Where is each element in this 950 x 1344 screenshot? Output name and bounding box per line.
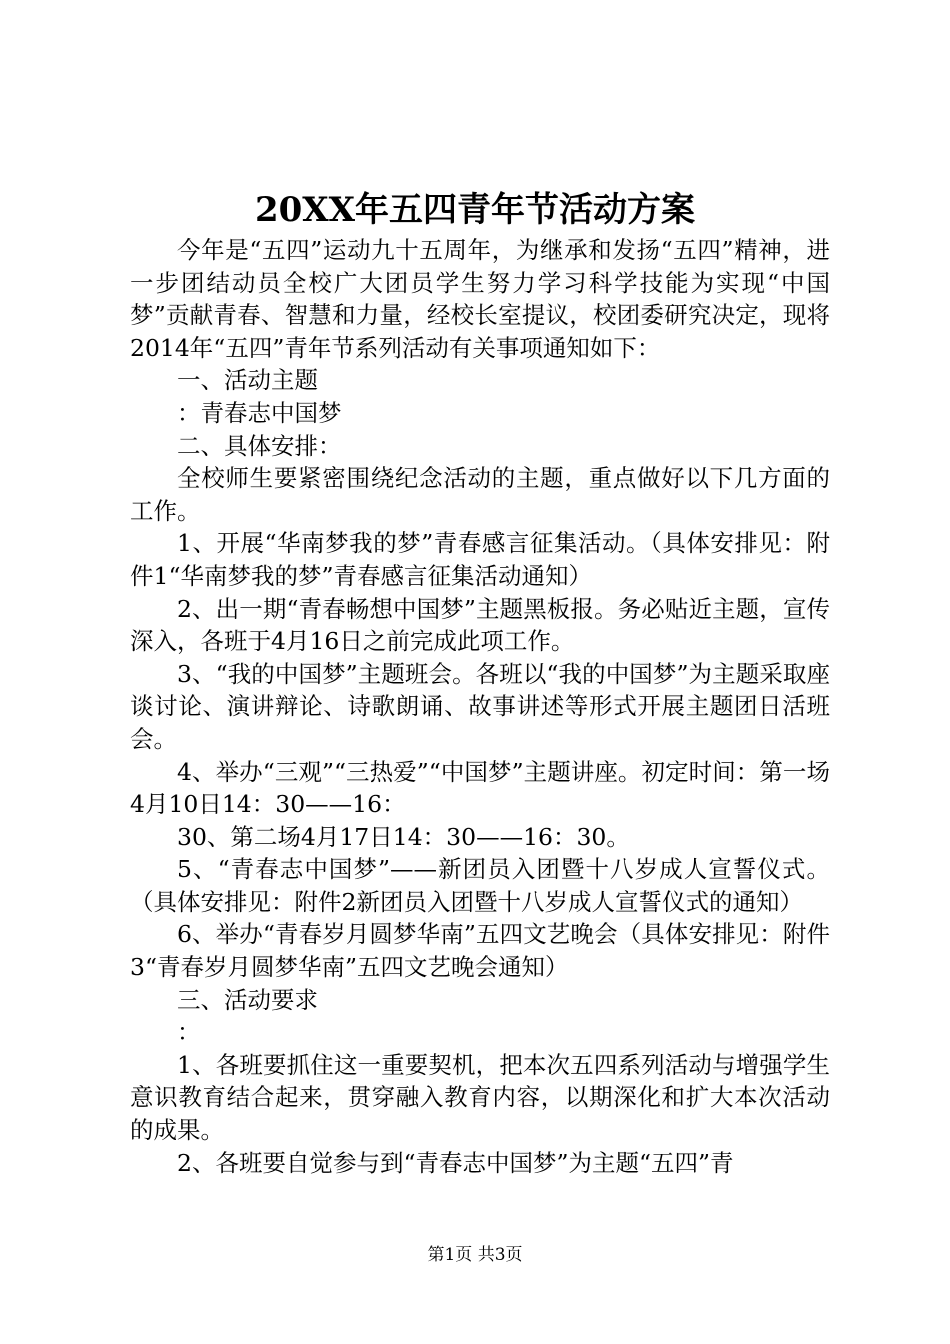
list-item: 3、“我的中国梦”主题班会。各班以“我的中国梦”为主题采取座谈讨论、演讲辩论、诗歌朗诵、故事讲述等形式开展主题团日活班会。 [130, 659, 830, 753]
list-item: 4、举办“三观”“三热爱”“中国梦”主题讲座。初定时间：第一场4月10日14：30——16： [130, 757, 830, 819]
paragraph: 全校师生要紧密围绕纪念活动的主题，重点做好以下几方面的工作。 [130, 464, 830, 525]
list-item: 2、出一期“青春畅想中国梦”主题黑板报。务必贴近主题，宣传深入，各班于4月16日之前完成此项工作。 [130, 594, 830, 656]
page-footer: 第1页 共3页 [427, 1245, 523, 1265]
paragraph: 30、第二场4月17日14：30——16：30。 [177, 822, 630, 851]
list-item: 6、举办“青春岁月圆梦华南”五四文艺晚会（具体安排见：附件3“青春岁月圆梦华南”五四文艺晚会通知） [130, 920, 830, 982]
list-item: 1、各班要抓住这一重要契机，把本次五四系列活动与增强学生意识教育结合起来，贯穿融入教育内容，以期深化和扩大本次活动的成果。 [130, 1050, 830, 1145]
section-heading: 二、具体安排： [177, 431, 342, 460]
list-item: 5、“青春志中国梦”——新团员入团暨十八岁成人宣誓仪式。（具体安排见：附件2新团员入团暨十八岁成人宣誓仪式的通知） [130, 855, 830, 916]
document-title: 20XX年五四青年节活动方案 [254, 190, 696, 230]
list-item: 1、开展“华南梦我的梦”青春感言征集活动。（具体安排见：附件1“华南梦我的梦”青春感言征集活动通知） [130, 529, 830, 590]
paragraph: 今年是“五四”运动九十五周年，为继承和发扬“五四”精神，进一步团结动员全校广大团员学生努力学习科学技能为实现“中国梦”贡献青春、智慧和力量，经校长室提议，校团委研究决定，现将2014年“五四”青年节系列活动有关事项通知如下： [130, 236, 830, 362]
document-body [130, 234, 830, 1179]
paragraph: ： [177, 1018, 201, 1047]
list-item: 2、各班要自觉参与到“青春志中国梦”为主题“五四”青 [177, 1148, 734, 1177]
paragraph: ：青春志中国梦 [177, 398, 342, 427]
section-heading: 一、活动主题 [177, 366, 318, 395]
section-heading: 三、活动要求 [177, 985, 318, 1014]
